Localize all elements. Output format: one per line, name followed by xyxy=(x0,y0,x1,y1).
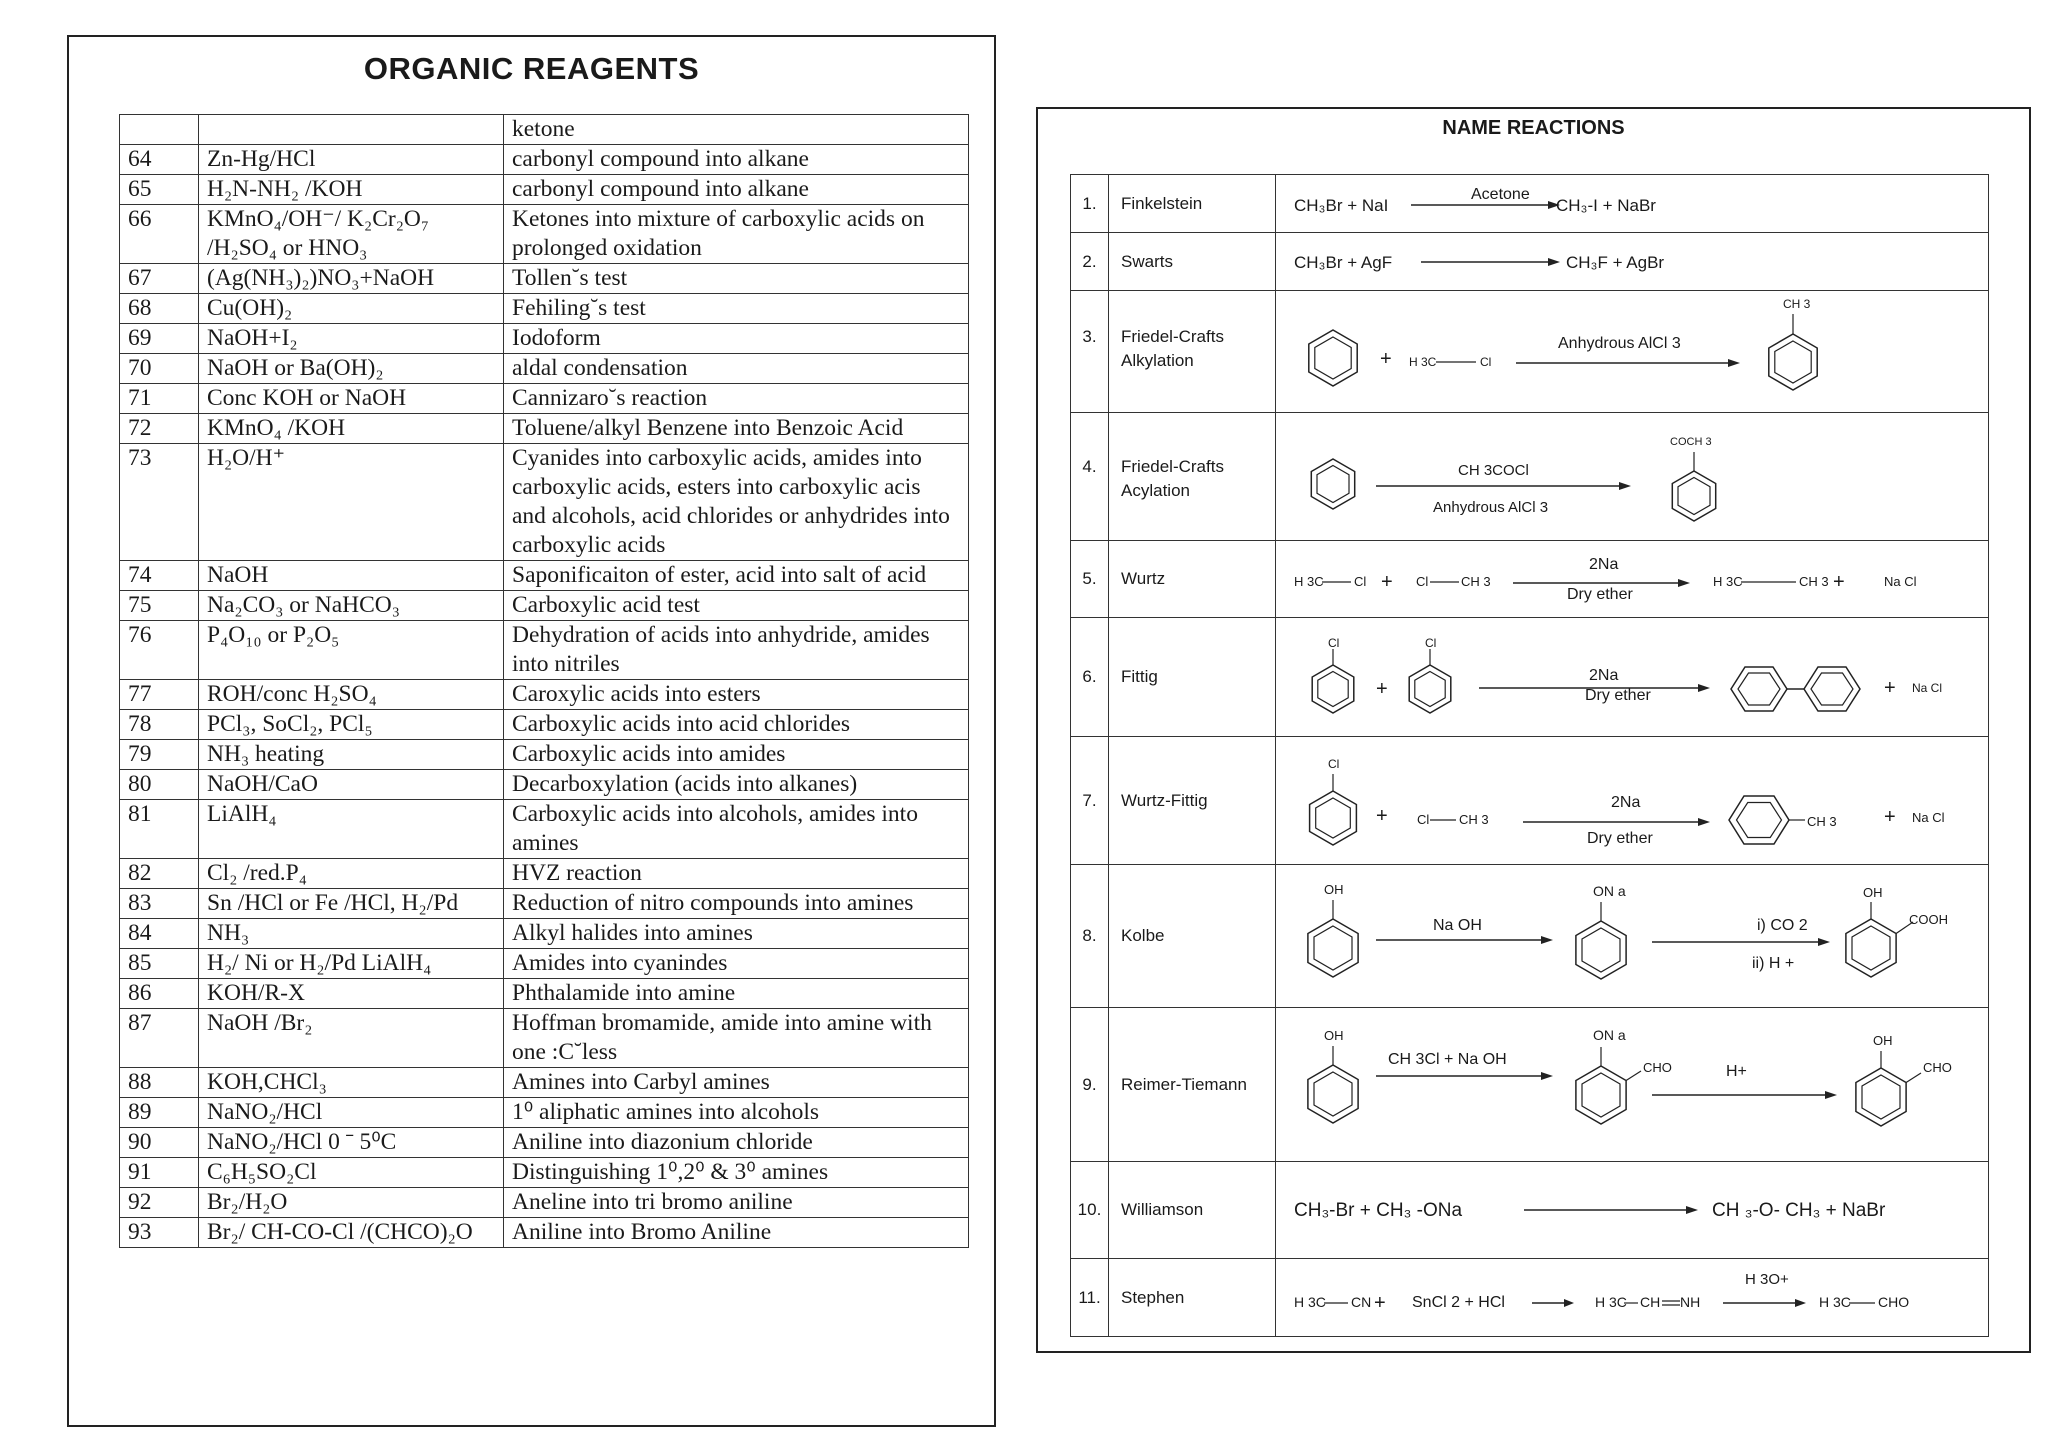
row-number: 87 xyxy=(120,1009,199,1068)
use-cell: Fehiling˘s test xyxy=(504,294,969,324)
table-row xyxy=(120,770,969,800)
reagent-text: SnCl 2 + HCl xyxy=(1412,1293,1505,1311)
reagent-cell: KOH/R-X xyxy=(199,979,504,1009)
reactant-text: H 3C xyxy=(1294,573,1324,589)
table-row xyxy=(120,680,969,710)
reaction-number: 10. xyxy=(1071,1162,1109,1259)
product-text: Na Cl xyxy=(1884,573,1917,589)
substituent-label: OH xyxy=(1324,1027,1344,1043)
salicylaldehyde-icon xyxy=(1856,1051,1921,1126)
organic-reagents-panel xyxy=(67,35,996,1427)
reaction-row xyxy=(1071,1162,1989,1259)
plus-sign: + xyxy=(1376,804,1388,827)
table-row xyxy=(120,354,969,384)
reagent-cell: Na₂CO₃ or NaHCO₃ xyxy=(199,591,504,621)
table-row xyxy=(120,205,969,264)
reaction-number: 8. xyxy=(1071,865,1109,1008)
product-text: Na Cl xyxy=(1912,680,1943,695)
table-row xyxy=(120,145,969,175)
row-number: 83 xyxy=(120,889,199,919)
reagent-cell: NH₃ xyxy=(199,919,504,949)
reaction-name: Swarts xyxy=(1109,233,1276,291)
row-number: 82 xyxy=(120,859,199,889)
toluene-icon xyxy=(1729,796,1805,844)
reagent-cell: H₂N-NH₂ /KOH xyxy=(199,175,504,205)
reaction-row xyxy=(1071,233,1989,291)
row-number: 71 xyxy=(120,384,199,414)
intermediate-text: CH xyxy=(1640,1293,1661,1310)
condition-text: 2Na xyxy=(1589,666,1619,684)
reaction-scheme xyxy=(1276,1162,1989,1259)
table-row xyxy=(120,859,969,889)
table-row xyxy=(120,1068,969,1098)
substituent-label: ON a xyxy=(1593,1026,1626,1043)
row-number: 72 xyxy=(120,414,199,444)
reaction-name: Fittig xyxy=(1109,618,1276,737)
use-cell: 1⁰ aliphatic amines into alcohols xyxy=(504,1098,969,1128)
row-number: 69 xyxy=(120,324,199,354)
use-cell: Iodoform xyxy=(504,324,969,354)
reagent-cell: C₆H₅SO₂Cl xyxy=(199,1158,504,1188)
row-number: 67 xyxy=(120,264,199,294)
products-text: CH ₃-O- CH₃ + NaBr xyxy=(1712,1199,1886,1221)
condition-text: ii) H + xyxy=(1752,954,1795,972)
use-cell: Reduction of nitro compounds into amines xyxy=(504,889,969,919)
use-cell: aldal condensation xyxy=(504,354,969,384)
table-row xyxy=(120,1128,969,1158)
product-text: H 3C xyxy=(1713,573,1743,589)
reaction-row xyxy=(1071,865,1989,1008)
page-title: ORGANIC REAGENTS xyxy=(363,51,700,86)
intermediate-text: NH xyxy=(1680,1293,1701,1310)
use-cell: Phthalamide into amine xyxy=(504,979,969,1009)
row-number: 65 xyxy=(120,175,199,205)
reagent-cell: KOH,CHCl₃ xyxy=(199,1068,504,1098)
reaction-number: 3. xyxy=(1071,291,1109,413)
use-cell: Amines into Carbyl amines xyxy=(504,1068,969,1098)
reaction-name: Kolbe xyxy=(1109,865,1276,1008)
reaction-number: 4. xyxy=(1071,413,1109,541)
reactant-text: Cl xyxy=(1354,573,1367,589)
name-reactions-panel xyxy=(1036,107,2031,1353)
condition-text: 2Na xyxy=(1611,793,1641,811)
reagent-cell: NaOH or Ba(OH)₂ xyxy=(199,354,504,384)
use-cell: Carboxylic acids into acid chlorides xyxy=(504,710,969,740)
condition-text: Dry ether xyxy=(1567,585,1633,603)
reaction-number: 9. xyxy=(1071,1008,1109,1162)
row-number: 73 xyxy=(120,444,199,561)
reaction-name: Williamson xyxy=(1109,1162,1276,1259)
row-number: 80 xyxy=(120,770,199,800)
reaction-scheme xyxy=(1276,413,1989,541)
reaction-number: 1. xyxy=(1071,175,1109,233)
reaction-name: Friedel-Crafts Alkylation xyxy=(1109,291,1276,413)
reagent-cell: NaOH+I₂ xyxy=(199,324,504,354)
row-number: 76 xyxy=(120,621,199,680)
plus-sign: + xyxy=(1376,677,1388,700)
reaction-row xyxy=(1071,618,1989,737)
reagent-cell: Cu(OH)₂ xyxy=(199,294,504,324)
row-number: 77 xyxy=(120,680,199,710)
use-cell: Carboxylic acid test xyxy=(504,591,969,621)
table-row xyxy=(120,949,969,979)
reactant-text: Cl xyxy=(1416,573,1429,589)
reaction-number: 7. xyxy=(1071,737,1109,865)
plus-sign: + xyxy=(1833,570,1845,593)
row-number: 86 xyxy=(120,979,199,1009)
biphenyl-icon xyxy=(1731,667,1860,711)
table-row xyxy=(120,710,969,740)
reaction-row xyxy=(1071,175,1989,233)
reactant-text: CH 3 xyxy=(1459,811,1489,827)
sodium-phenoxide-icon xyxy=(1576,902,1626,979)
phenol-icon xyxy=(1308,900,1358,977)
reaction-name: Wurtz-Fittig xyxy=(1109,737,1276,865)
reaction-row xyxy=(1071,1008,1989,1162)
reagent-cell: H₂O/H⁺ xyxy=(199,444,504,561)
benzene-ring-icon xyxy=(1309,330,1357,386)
chlorobenzene-icon xyxy=(1310,774,1357,845)
reagent-cell: (Ag(NH₃)₂)NO₃+NaOH xyxy=(199,264,504,294)
table-row xyxy=(120,1158,969,1188)
substituent-label: COOH xyxy=(1909,911,1948,927)
use-cell: HVZ reaction xyxy=(504,859,969,889)
products-text: CH₃-I + NaBr xyxy=(1556,195,1656,215)
condition-text: Dry ether xyxy=(1585,686,1651,704)
condition-text: 2Na xyxy=(1589,555,1619,573)
reaction-scheme xyxy=(1276,541,1989,618)
salicylic-acid-icon xyxy=(1846,902,1913,977)
row-number: 68 xyxy=(120,294,199,324)
use-cell: ketone xyxy=(504,115,969,145)
row-number: 64 xyxy=(120,145,199,175)
reagent-cell: NaNO₂/HCl 0 ˉ 5⁰C xyxy=(199,1128,504,1158)
product-text: Na Cl xyxy=(1912,809,1945,825)
use-cell: Decarboxylation (acids into alkanes) xyxy=(504,770,969,800)
reaction-row xyxy=(1071,1259,1989,1337)
reaction-scheme xyxy=(1276,618,1989,737)
reaction-name: Wurtz xyxy=(1109,541,1276,618)
chlorine-label: Cl xyxy=(1480,354,1492,369)
table-row xyxy=(120,294,969,324)
table-row xyxy=(120,1009,969,1068)
row-number: 88 xyxy=(120,1068,199,1098)
use-cell: Dehydration of acids into anhydride, amides into nitriles xyxy=(504,621,969,680)
table-row xyxy=(120,115,969,145)
chlorobenzene-icon xyxy=(1409,649,1451,713)
substituent-label: Cl xyxy=(1328,635,1340,650)
reaction-name: Finkelstein xyxy=(1109,175,1276,233)
reagent-cell: KMnO₄/OH⁻/ K₂Cr₂O₇ /H₂SO₄ or HNO₃ xyxy=(199,205,504,264)
table-row xyxy=(120,414,969,444)
table-row xyxy=(120,324,969,354)
reagent-cell: NaNO₂/HCl xyxy=(199,1098,504,1128)
plus-sign: + xyxy=(1884,676,1896,699)
table-row xyxy=(120,800,969,859)
salicylaldehyde-salt-icon xyxy=(1576,1047,1641,1124)
reactants-text: CH₃Br + NaI xyxy=(1294,195,1389,215)
products-text: CH₃F + AgBr xyxy=(1566,252,1665,272)
reaction-number: 2. xyxy=(1071,233,1109,291)
condition-text: H 3O+ xyxy=(1745,1270,1789,1288)
substituent-label: OH xyxy=(1873,1032,1893,1048)
condition-text: CH 3Cl + Na OH xyxy=(1388,1050,1507,1068)
reagent-cell: NaOH/CaO xyxy=(199,770,504,800)
plus-sign: + xyxy=(1381,570,1393,593)
reagent-cell: Conc KOH or NaOH xyxy=(199,384,504,414)
product-text: H 3C xyxy=(1819,1293,1851,1310)
reactant-text: CH 3 xyxy=(1461,573,1491,589)
reactants-text: CH₃Br + AgF xyxy=(1294,252,1393,272)
use-cell: Tollen˘s test xyxy=(504,264,969,294)
table-row xyxy=(120,740,969,770)
use-cell: Toluene/alkyl Benzene into Benzoic Acid xyxy=(504,414,969,444)
table-row xyxy=(120,919,969,949)
row-number: 93 xyxy=(120,1218,199,1248)
use-cell: Amides into cyanindes xyxy=(504,949,969,979)
reaction-name: Stephen xyxy=(1109,1259,1276,1337)
table-row xyxy=(120,264,969,294)
use-cell: Aniline into Bromo Aniline xyxy=(504,1218,969,1248)
reaction-row xyxy=(1071,413,1989,541)
row-number: 79 xyxy=(120,740,199,770)
reaction-row xyxy=(1071,541,1989,618)
table-row xyxy=(120,561,969,591)
row-number: 91 xyxy=(120,1158,199,1188)
plus-sign: + xyxy=(1380,347,1392,370)
table-row xyxy=(120,175,969,205)
reagent-cell: PCl₃, SoCl₂, PCl₅ xyxy=(199,710,504,740)
reaction-scheme xyxy=(1276,175,1989,233)
chlorobenzene-icon xyxy=(1312,649,1354,713)
use-cell: Cyanides into carboxylic acids, amides into carboxylic acids, esters into carboxylic acis and alcohols, acid chlorides or anhydrides into carboxylic acids xyxy=(504,444,969,561)
reaction-scheme xyxy=(1276,737,1989,865)
use-cell: Cannizaro˘s reaction xyxy=(504,384,969,414)
use-cell: Aniline into diazonium chloride xyxy=(504,1128,969,1158)
table-row xyxy=(120,1098,969,1128)
table-row xyxy=(120,889,969,919)
table-row xyxy=(120,621,969,680)
use-cell: Saponificaiton of ester, acid into salt of acid xyxy=(504,561,969,591)
condition-text: Na OH xyxy=(1433,916,1482,934)
reaction-number: 6. xyxy=(1071,618,1109,737)
reactants-text: CH₃-Br + CH₃ -ONa xyxy=(1294,1199,1463,1221)
use-cell: Hoffman bromamide, amide into amine with one :C˘less xyxy=(504,1009,969,1068)
reaction-name: Friedel-Crafts Acylation xyxy=(1109,413,1276,541)
reactant-text: CN xyxy=(1351,1293,1372,1310)
reactant-text: H 3C xyxy=(1294,1293,1326,1310)
use-cell: Aneline into tri bromo aniline xyxy=(504,1188,969,1218)
acetophenone-icon xyxy=(1672,452,1715,521)
table-row xyxy=(120,384,969,414)
product-text: CH 3 xyxy=(1799,573,1829,589)
condition-text: Anhydrous AlCl 3 xyxy=(1558,334,1681,352)
condition-text: i) CO 2 xyxy=(1757,916,1808,934)
reagent-cell: Sn /HCl or Fe /HCl, H₂/Pd xyxy=(199,889,504,919)
row-number: 66 xyxy=(120,205,199,264)
reagent-cell: KMnO₄ /KOH xyxy=(199,414,504,444)
reagent-text: H 3C xyxy=(1409,354,1437,369)
table-row xyxy=(120,1188,969,1218)
use-cell: Ketones into mixture of carboxylic acids on prolonged oxidation xyxy=(504,205,969,264)
reagent-cell: Zn-Hg/HCl xyxy=(199,145,504,175)
reaction-number: 11. xyxy=(1071,1259,1109,1337)
plus-sign: + xyxy=(1884,805,1896,828)
reaction-scheme xyxy=(1276,1259,1989,1337)
table-row xyxy=(120,979,969,1009)
reactant-text: Cl xyxy=(1417,811,1430,827)
substituent-label: COCH 3 xyxy=(1670,435,1712,448)
row-number: 78 xyxy=(120,710,199,740)
substituent-label: ON a xyxy=(1593,882,1626,899)
reagent-cell: Br₂/H₂O xyxy=(199,1188,504,1218)
use-cell: Caroxylic acids into esters xyxy=(504,680,969,710)
row-number: 85 xyxy=(120,949,199,979)
reagent-cell: H₂/ Ni or H₂/Pd LiAlH₄ xyxy=(199,949,504,979)
plus-sign: + xyxy=(1374,1291,1386,1314)
table-row xyxy=(120,591,969,621)
reagent-cell: Br₂/ CH-CO-Cl /(CHCO)₂O xyxy=(199,1218,504,1248)
row-number: 75 xyxy=(120,591,199,621)
substituent-label: OH xyxy=(1324,881,1344,897)
reaction-row xyxy=(1071,737,1989,865)
row-number: 70 xyxy=(120,354,199,384)
substituent-label: CH 3 xyxy=(1783,296,1811,311)
use-cell: Carboxylic acids into amides xyxy=(504,740,969,770)
row-number xyxy=(120,115,199,145)
row-number: 74 xyxy=(120,561,199,591)
reagent-cell: ROH/conc H₂SO₄ xyxy=(199,680,504,710)
reagent-cell: NaOH xyxy=(199,561,504,591)
reaction-scheme xyxy=(1276,1008,1989,1162)
condition-text: Dry ether xyxy=(1587,829,1653,847)
use-cell: carbonyl compound into alkane xyxy=(504,145,969,175)
reagent-cell: NH₃ heating xyxy=(199,740,504,770)
reagent-cell xyxy=(199,115,504,145)
reagent-cell: Cl₂ /red.P₄ xyxy=(199,859,504,889)
use-cell: carbonyl compound into alkane xyxy=(504,175,969,205)
table-row xyxy=(120,444,969,561)
phenol-icon xyxy=(1308,1046,1358,1123)
reagent-cell: LiAlH₄ xyxy=(199,800,504,859)
reaction-name: Reimer-Tiemann xyxy=(1109,1008,1276,1162)
substituent-label: OH xyxy=(1863,884,1883,900)
substituent-label: Cl xyxy=(1328,756,1340,771)
name-reactions-table xyxy=(1070,174,1989,1337)
row-number: 92 xyxy=(120,1188,199,1218)
toluene-icon xyxy=(1769,314,1817,390)
reagent-cell: NaOH /Br₂ xyxy=(199,1009,504,1068)
row-number: 81 xyxy=(120,800,199,859)
reaction-row xyxy=(1071,291,1989,413)
reaction-scheme xyxy=(1276,865,1989,1008)
use-cell: Distinguishing 1⁰,2⁰ & 3⁰ amines xyxy=(504,1158,969,1188)
product-text: CHO xyxy=(1878,1293,1910,1310)
reagents-table xyxy=(119,114,969,1248)
table-row xyxy=(120,1218,969,1248)
reaction-scheme xyxy=(1276,233,1989,291)
condition-text: Anhydrous AlCl 3 xyxy=(1433,498,1549,516)
reaction-scheme xyxy=(1276,291,1989,413)
substituent-label: Cl xyxy=(1425,635,1437,650)
reagent-cell: P₄O₁₀ or P₂O₅ xyxy=(199,621,504,680)
intermediate-text: H 3C xyxy=(1595,1293,1627,1310)
substituent-label: CHO xyxy=(1643,1059,1672,1075)
product-text: CH 3 xyxy=(1807,813,1837,829)
substituent-label: CHO xyxy=(1923,1059,1952,1075)
row-number: 89 xyxy=(120,1098,199,1128)
section-title: NAME REACTIONS xyxy=(1442,117,1625,139)
condition-text: H+ xyxy=(1726,1062,1747,1080)
row-number: 84 xyxy=(120,919,199,949)
row-number: 90 xyxy=(120,1128,199,1158)
use-cell: Alkyl halides into amines xyxy=(504,919,969,949)
condition-text: CH 3COCl xyxy=(1458,461,1529,479)
benzene-ring-icon xyxy=(1311,459,1354,509)
use-cell: Carboxylic acids into alcohols, amides into amines xyxy=(504,800,969,859)
condition-text: Acetone xyxy=(1471,185,1530,203)
reaction-number: 5. xyxy=(1071,541,1109,618)
